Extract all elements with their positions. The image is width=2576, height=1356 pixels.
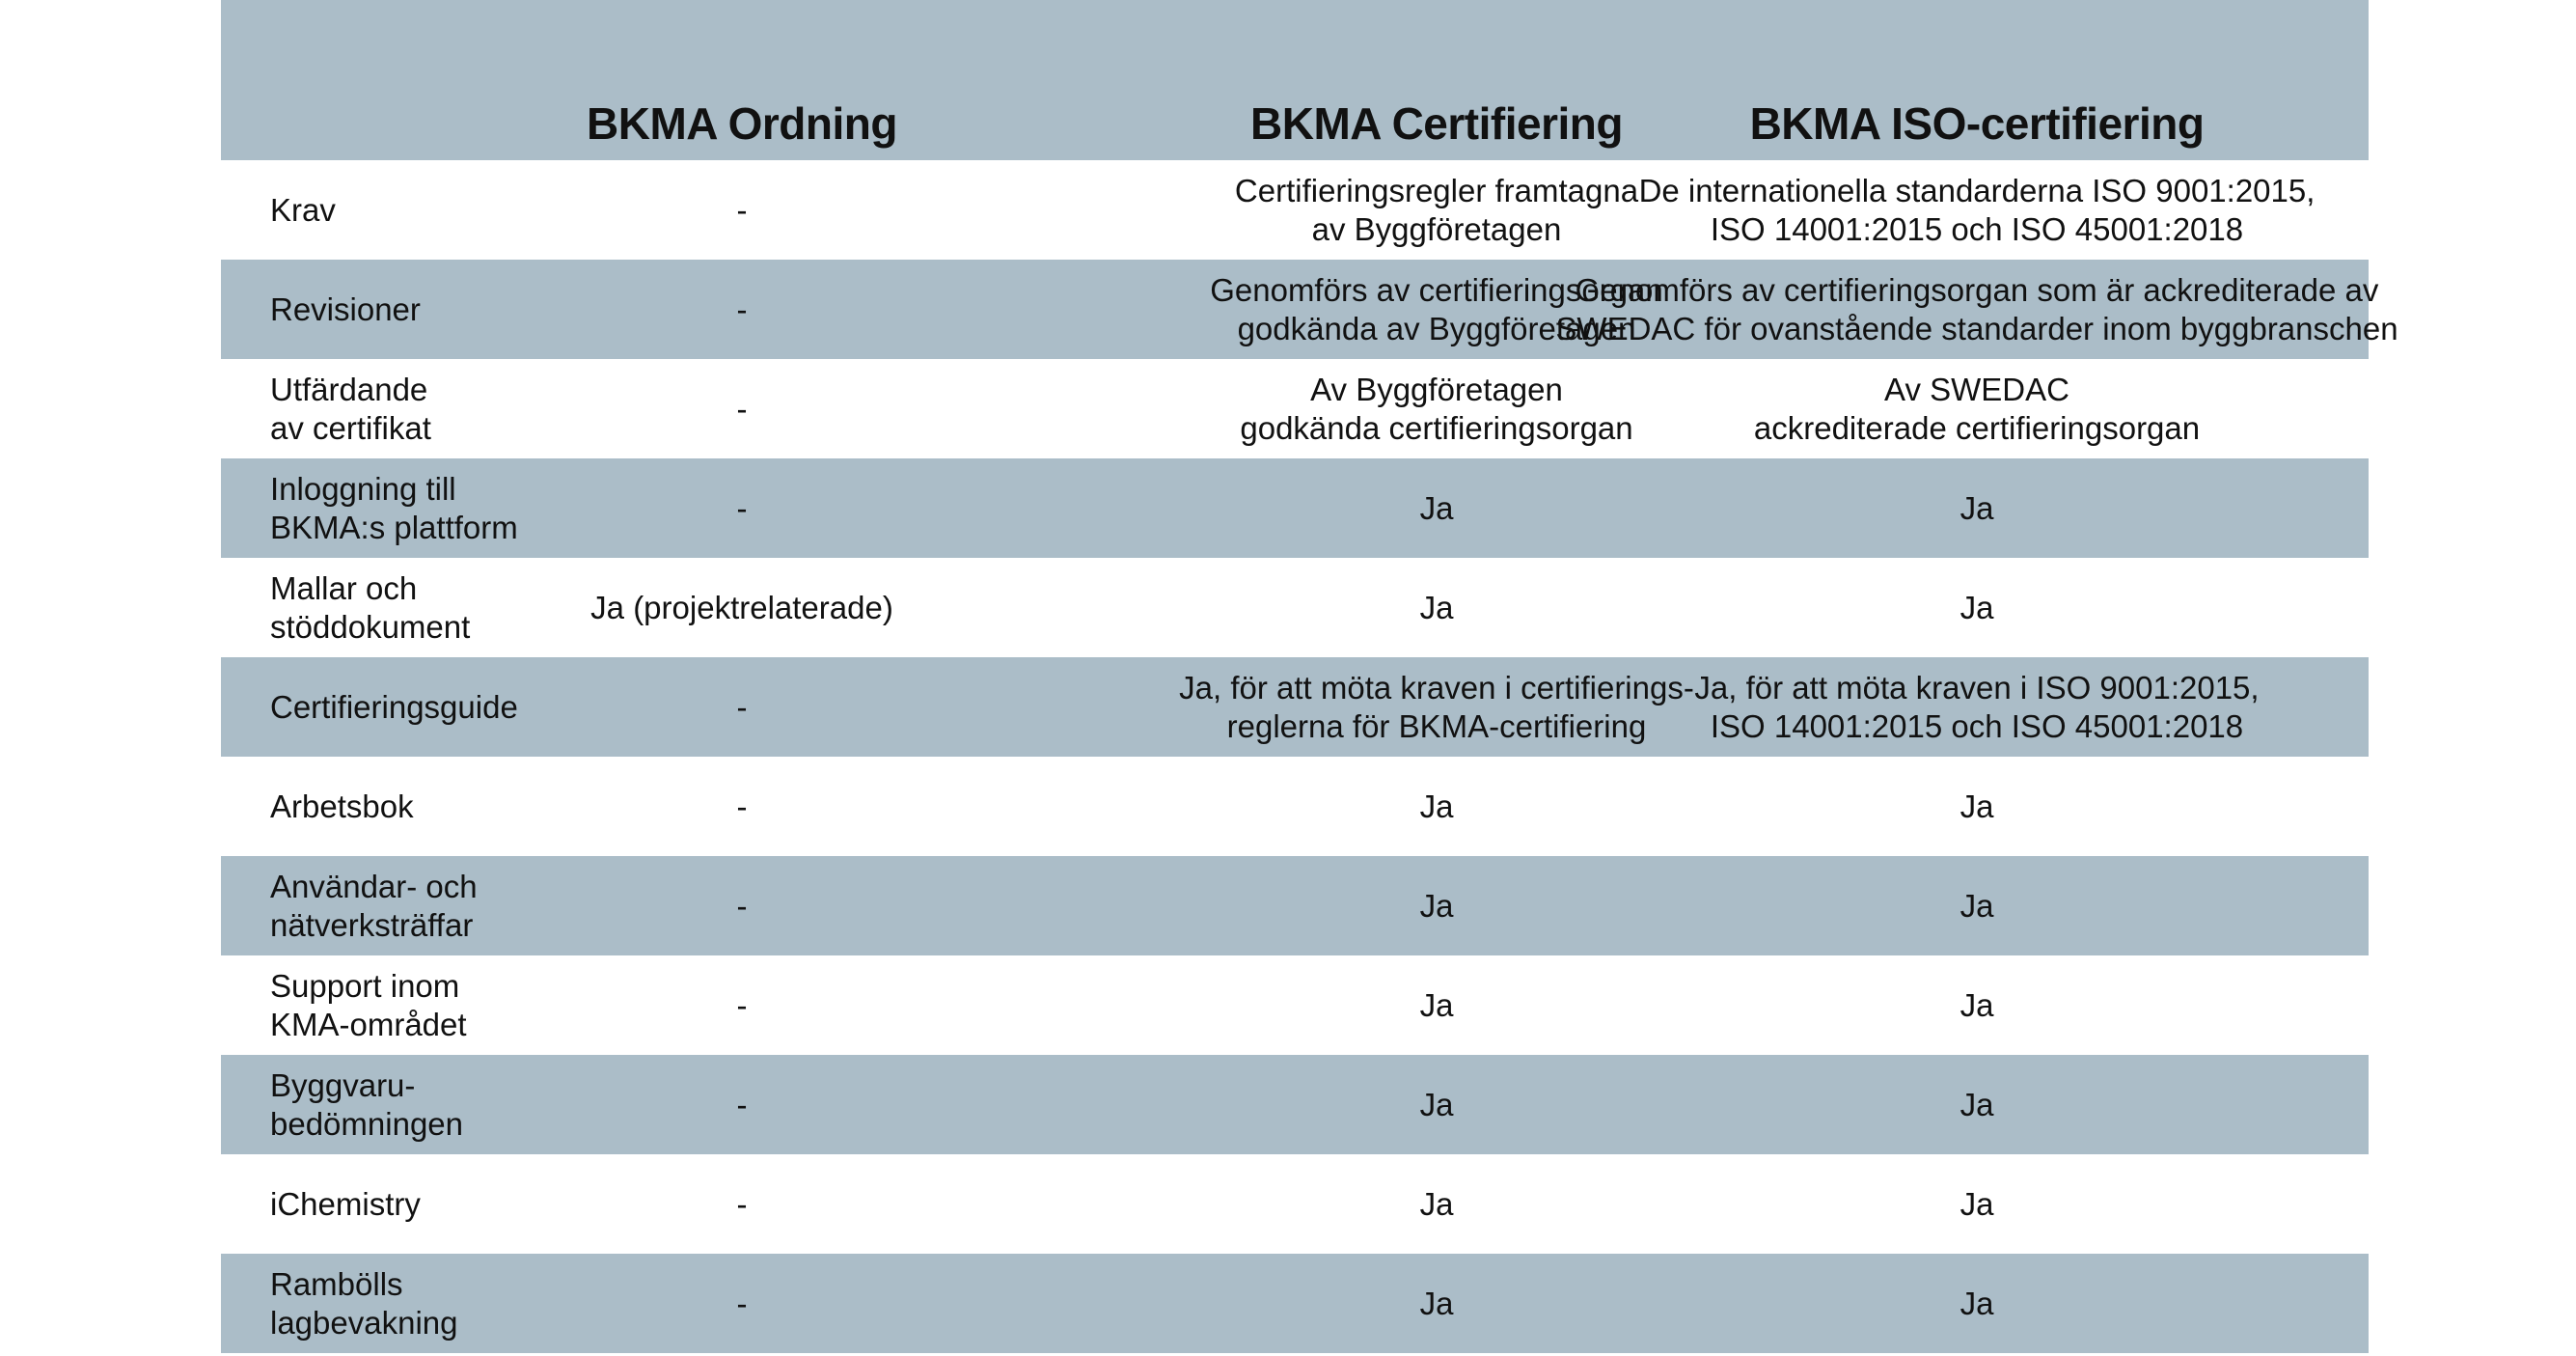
iso-value: Ja [1959, 489, 1994, 526]
table-row [221, 558, 2369, 657]
row-label: Utfärdande av certifikat [270, 371, 431, 446]
row-label: Arbetsbok [270, 788, 414, 824]
ordning-value: - [736, 390, 748, 427]
comparison-table [221, 0, 2398, 1356]
table-header [221, 0, 2369, 160]
header-bkma-certifiering: BKMA Certifiering [1250, 98, 1623, 149]
row-label: Support inom KMA-området [270, 967, 467, 1042]
certifiering-value: Ja, för att möta kraven i certifierings- reglerna för BKMA-certifiering [1179, 669, 1694, 744]
row-label: Rambölls lagbevakning [270, 1265, 458, 1341]
ordning-value: - [736, 788, 748, 824]
certifiering-value: Certifieringsregler framtagna av Byggföretagen [1234, 172, 1639, 247]
ordning-value: - [736, 986, 748, 1023]
ordning-value: - [736, 688, 748, 725]
table-row [221, 1154, 2369, 1254]
row-label: Revisioner [270, 291, 421, 327]
iso-value: Ja [1959, 788, 1994, 824]
table-row [221, 856, 2369, 955]
certifiering-value: Ja [1419, 1086, 1454, 1122]
ordning-value: Ja (projektrelaterade) [590, 589, 893, 625]
ordning-value: - [736, 191, 748, 228]
certifiering-value: Ja [1419, 489, 1454, 526]
table-row [221, 757, 2369, 856]
certifiering-value: Ja [1419, 589, 1454, 625]
iso-value: Genomförs av certifieringsorgan som är ackrediterade av SWEDAC för ovanstående standarder inom byggbranschen [1555, 271, 2398, 346]
table-row [221, 657, 2369, 757]
table-row [221, 1055, 2369, 1154]
ordning-value: - [736, 887, 748, 924]
iso-value: Ja [1959, 589, 1994, 625]
iso-value: Ja [1959, 1086, 1994, 1122]
iso-value: Ja, för att möta kraven i ISO 9001:2015, ISO 14001:2015 och ISO 45001:2018 [1694, 669, 2260, 744]
row-label: Certifieringsguide [270, 688, 518, 725]
header-bkma-iso-certifiering: BKMA ISO-certifiering [1749, 98, 2205, 149]
row-label: iChemistry [270, 1185, 421, 1222]
header-bkma-ordning: BKMA Ordning [587, 98, 897, 149]
certifiering-value: Av Byggföretagen godkända certifieringsorgan [1240, 371, 1633, 446]
row-label: Inloggning till BKMA:s plattform [270, 470, 518, 545]
ordning-value: - [736, 1185, 748, 1222]
iso-value: Ja [1959, 887, 1994, 924]
iso-value: Ja [1959, 986, 1994, 1023]
iso-value: Ja [1959, 1185, 1994, 1222]
certifiering-value: Ja [1419, 1185, 1454, 1222]
certifiering-value: Ja [1419, 1285, 1454, 1321]
ordning-value: - [736, 1086, 748, 1122]
ordning-value: - [736, 1285, 748, 1321]
table-row [221, 1254, 2369, 1353]
certifiering-value: Ja [1419, 788, 1454, 824]
table-row [221, 160, 2369, 260]
table-row [221, 955, 2369, 1055]
table-row [221, 359, 2369, 458]
certifiering-value: Genomförs av certifieringsorgan godkända av Byggföretagen [1210, 271, 1663, 346]
row-label: Mallar och stöddokument [270, 569, 471, 645]
ordning-value: - [736, 291, 748, 327]
iso-value: Ja [1959, 1285, 1994, 1321]
table-row [221, 458, 2369, 558]
certifiering-value: Ja [1419, 986, 1454, 1023]
row-label: Byggvaru- bedömningen [270, 1066, 463, 1142]
iso-value: Av SWEDAC ackrediterade certifieringsorgan [1753, 371, 2201, 446]
certifiering-value: Ja [1419, 887, 1454, 924]
iso-value: De internationella standarderna ISO 9001:2015, ISO 14001:2015 och ISO 45001:2018 [1638, 172, 2316, 247]
row-label: Krav [270, 191, 336, 228]
ordning-value: - [736, 489, 748, 526]
row-label: Användar- och nätverksträffar [270, 868, 478, 943]
table-row [221, 260, 2398, 359]
